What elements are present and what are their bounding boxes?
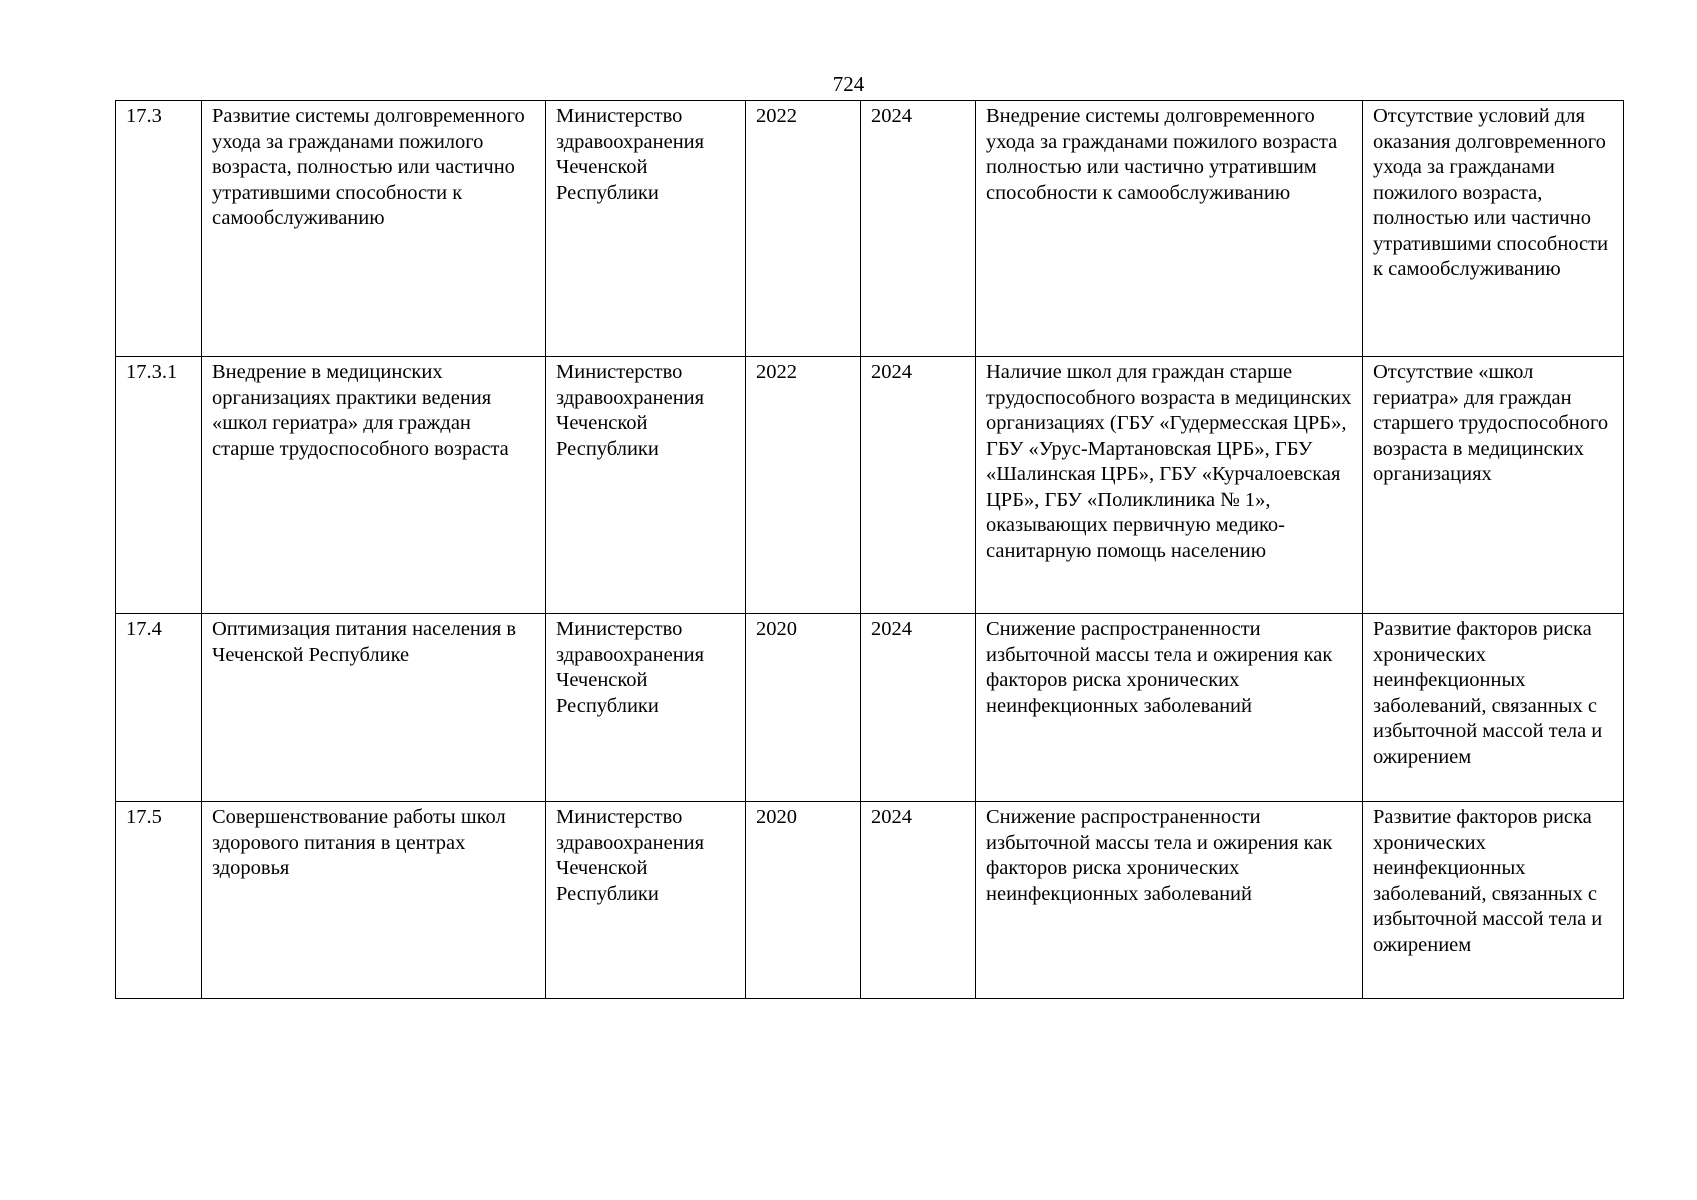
- row-number-cell: 17.3: [116, 101, 202, 357]
- end-year-cell: 2024: [861, 357, 976, 614]
- table-row: [116, 357, 1624, 614]
- end-year-cell: 2024: [861, 101, 976, 357]
- risk-cell: Развитие факторов риска хронических неинфекционных заболеваний, связанных с избыточной массой тела и ожирением: [1363, 614, 1624, 802]
- start-year-cell: 2022: [746, 357, 861, 614]
- table-row: [116, 614, 1624, 802]
- expected-result-cell: Снижение распространенности избыточной массы тела и ожирения как факторов риска хронических неинфекционных заболеваний: [976, 614, 1363, 802]
- measure-name-cell: Внедрение в медицинских организациях практики ведения «школ гериатра» для граждан старше трудоспособного возраста: [202, 357, 546, 614]
- end-year-cell: 2024: [861, 802, 976, 999]
- expected-result-cell: Наличие школ для граждан старше трудоспособного возраста в медицинских организациях (ГБУ «Гудермесская ЦРБ», ГБУ «Урус-Мартановская ЦРБ», ГБУ «Шалинская ЦРБ», ГБУ «Курчалоевская ЦРБ», ГБУ «Поликлиника № 1», оказывающих первичную медико-санитарную помощь населению: [976, 357, 1363, 614]
- risk-cell: Отсутствие условий для оказания долговременного ухода за гражданами пожилого возраста, полностью или частично утратившими способности к самообслуживанию: [1363, 101, 1624, 357]
- executor-cell: Министерство здравоохранения Чеченской Республики: [546, 101, 746, 357]
- start-year-cell: 2022: [746, 101, 861, 357]
- table-row: [116, 802, 1624, 999]
- risk-cell: Развитие факторов риска хронических неинфекционных заболеваний, связанных с избыточной массой тела и ожирением: [1363, 802, 1624, 999]
- risk-cell: Отсутствие «школ гериатра» для граждан старшего трудоспособного возраста в медицинских организациях: [1363, 357, 1624, 614]
- executor-cell: Министерство здравоохранения Чеченской Республики: [546, 357, 746, 614]
- table-row: [116, 101, 1624, 357]
- end-year-cell: 2024: [861, 614, 976, 802]
- expected-result-cell: Снижение распространенности избыточной массы тела и ожирения как факторов риска хронических неинфекционных заболеваний: [976, 802, 1363, 999]
- start-year-cell: 2020: [746, 802, 861, 999]
- measures-table: [115, 100, 1624, 999]
- executor-cell: Министерство здравоохранения Чеченской Республики: [546, 614, 746, 802]
- page-number: 724: [832, 72, 865, 96]
- row-number-cell: 17.4: [116, 614, 202, 802]
- measure-name-cell: Совершенствование работы школ здорового питания в центрах здоровья: [202, 802, 546, 999]
- start-year-cell: 2020: [746, 614, 861, 802]
- measure-name-cell: Оптимизация питания населения в Чеченской Республике: [202, 614, 546, 802]
- measure-name-cell: Развитие системы долговременного ухода за гражданами пожилого возраста, полностью или частично утратившими способности к самообслуживанию: [202, 101, 546, 357]
- row-number-cell: 17.3.1: [116, 357, 202, 614]
- row-number-cell: 17.5: [116, 802, 202, 999]
- expected-result-cell: Внедрение системы долговременного ухода за гражданами пожилого возраста полностью или частично утратившим способности к самообслуживанию: [976, 101, 1363, 357]
- executor-cell: Министерство здравоохранения Чеченской Республики: [546, 802, 746, 999]
